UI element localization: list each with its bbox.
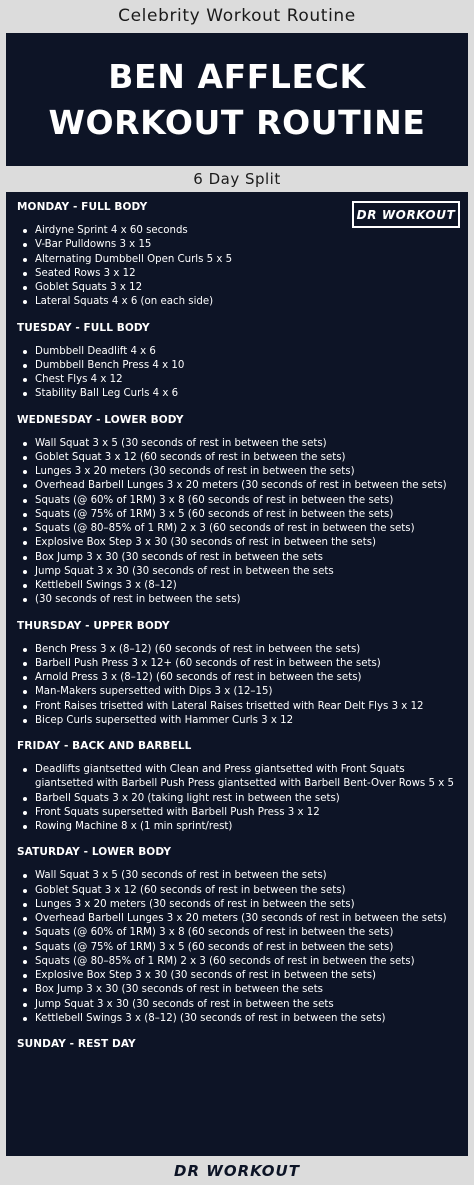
exercise-item: Bench Press 3 x (8–12) (60 seconds of rest in between the sets) bbox=[17, 643, 456, 657]
exercise-item: Airdyne Sprint 4 x 60 seconds bbox=[17, 224, 456, 238]
split-subtitle: 6 Day Split bbox=[193, 170, 281, 188]
exercise-item: Wall Squat 3 x 5 (30 seconds of rest in between the sets) bbox=[17, 437, 456, 451]
exercise-item: Jump Squat 3 x 30 (30 seconds of rest in between the sets bbox=[17, 565, 456, 579]
routine-panel bbox=[6, 192, 468, 1156]
page-title-line-1: BEN AFFLECK bbox=[108, 56, 366, 96]
day-list bbox=[17, 200, 456, 1051]
exercise-item: Overhead Barbell Lunges 3 x 20 meters (30 seconds of rest in between the sets) bbox=[17, 479, 456, 493]
exercise-item: Squats (@ 60% of 1RM) 3 x 8 (60 seconds of rest in between the sets) bbox=[17, 494, 456, 508]
exercise-item: Barbell Squats 3 x 20 (taking light rest in between the sets) bbox=[17, 792, 456, 806]
day-section bbox=[17, 413, 456, 608]
exercise-list bbox=[17, 345, 456, 402]
exercise-item: Squats (@ 80–85% of 1 RM) 2 x 3 (60 seconds of rest in between the sets) bbox=[17, 522, 456, 536]
exercise-item: Alternating Dumbbell Open Curls 5 x 5 bbox=[17, 253, 456, 267]
exercise-item: Explosive Box Step 3 x 30 (30 seconds of rest in between the sets) bbox=[17, 536, 456, 550]
exercise-item: Wall Squat 3 x 5 (30 seconds of rest in between the sets) bbox=[17, 869, 456, 883]
exercise-item: Dumbbell Deadlift 4 x 6 bbox=[17, 345, 456, 359]
day-section bbox=[17, 619, 456, 729]
footer-brand: DR WORKOUT bbox=[174, 1161, 300, 1180]
day-title: MONDAY - FULL BODY bbox=[17, 201, 148, 213]
exercise-item: Goblet Squats 3 x 12 bbox=[17, 281, 456, 295]
day-title: SATURDAY - LOWER BODY bbox=[17, 846, 172, 859]
exercise-item: Seated Rows 3 x 12 bbox=[17, 267, 456, 281]
exercise-item: Lunges 3 x 20 meters (30 seconds of rest in between the sets) bbox=[17, 465, 456, 479]
exercise-item: Chest Flys 4 x 12 bbox=[17, 373, 456, 387]
page-title-line-2: WORKOUT ROUTINE bbox=[48, 102, 426, 142]
exercise-item: Goblet Squat 3 x 12 (60 seconds of rest in between the sets) bbox=[17, 451, 456, 465]
exercise-item: Kettlebell Swings 3 x (8–12) bbox=[17, 579, 456, 593]
exercise-item: Rowing Machine 8 x (1 min sprint/rest) bbox=[17, 820, 456, 834]
day-section bbox=[17, 739, 456, 834]
exercise-item: Squats (@ 75% of 1RM) 3 x 5 (60 seconds of rest in between the sets) bbox=[17, 941, 456, 955]
exercise-item: Squats (@ 75% of 1RM) 3 x 5 (60 seconds of rest in between the sets) bbox=[17, 508, 456, 522]
exercise-list bbox=[17, 224, 456, 310]
day-section bbox=[17, 1037, 456, 1051]
exercise-list bbox=[17, 643, 456, 729]
exercise-list bbox=[17, 869, 456, 1026]
category-label: Celebrity Workout Routine bbox=[0, 0, 474, 32]
day-title: THURSDAY - UPPER BODY bbox=[17, 619, 170, 632]
exercise-item: Arnold Press 3 x (8–12) (60 seconds of rest in between the sets) bbox=[17, 671, 456, 685]
exercise-item: Box Jump 3 x 30 (30 seconds of rest in between the sets bbox=[17, 551, 456, 565]
day-title: SUNDAY - REST DAY bbox=[17, 1038, 136, 1050]
exercise-item: Dumbbell Bench Press 4 x 10 bbox=[17, 359, 456, 373]
day-title: FRIDAY - BACK AND BARBELL bbox=[17, 740, 192, 752]
exercise-list bbox=[17, 437, 456, 608]
exercise-item: Box Jump 3 x 30 (30 seconds of rest in between the sets bbox=[17, 983, 456, 997]
exercise-item: Jump Squat 3 x 30 (30 seconds of rest in between the sets bbox=[17, 998, 456, 1012]
day-section bbox=[17, 321, 456, 402]
exercise-item: V-Bar Pulldowns 3 x 15 bbox=[17, 238, 456, 252]
exercise-item: Goblet Squat 3 x 12 (60 seconds of rest in between the sets) bbox=[17, 884, 456, 898]
exercise-item: Overhead Barbell Lunges 3 x 20 meters (30 seconds of rest in between the sets) bbox=[17, 912, 456, 926]
exercise-item: Stability Ball Leg Curls 4 x 6 bbox=[17, 387, 456, 401]
exercise-item: Explosive Box Step 3 x 30 (30 seconds of rest in between the sets) bbox=[17, 969, 456, 983]
exercise-item: Deadlifts giantsetted with Clean and Press giantsetted with Front Squats giantsetted with Barbell Push Press giantsetted with Barbell Bent-Over Rows 5 x 5 bbox=[17, 763, 456, 792]
brand-badge: DR WORKOUT bbox=[352, 201, 460, 228]
exercise-item: Front Raises trisetted with Lateral Raises trisetted with Rear Delt Flys 3 x 12 bbox=[17, 700, 456, 714]
exercise-item: Lunges 3 x 20 meters (30 seconds of rest in between the sets) bbox=[17, 898, 456, 912]
exercise-list bbox=[17, 763, 456, 834]
exercise-item: Squats (@ 80–85% of 1 RM) 2 x 3 (60 seconds of rest in between the sets) bbox=[17, 955, 456, 969]
exercise-item: Squats (@ 60% of 1RM) 3 x 8 (60 seconds of rest in between the sets) bbox=[17, 926, 456, 940]
exercise-item: Kettlebell Swings 3 x (8–12) (30 seconds of rest in between the sets) bbox=[17, 1012, 456, 1026]
day-title: TUESDAY - FULL BODY bbox=[17, 321, 150, 334]
day-title: WEDNESDAY - LOWER BODY bbox=[17, 413, 184, 426]
exercise-item: Lateral Squats 4 x 6 (on each side) bbox=[17, 295, 456, 309]
title-banner bbox=[6, 33, 468, 166]
exercise-item: Bicep Curls supersetted with Hammer Curls 3 x 12 bbox=[17, 714, 456, 728]
day-section bbox=[17, 845, 456, 1026]
exercise-item: Man-Makers supersetted with Dips 3 x (12–15) bbox=[17, 685, 456, 699]
exercise-item: Barbell Push Press 3 x 12+ (60 seconds of rest in between the sets) bbox=[17, 657, 456, 671]
exercise-item: (30 seconds of rest in between the sets) bbox=[17, 593, 456, 607]
exercise-item: Front Squats supersetted with Barbell Push Press 3 x 12 bbox=[17, 806, 456, 820]
